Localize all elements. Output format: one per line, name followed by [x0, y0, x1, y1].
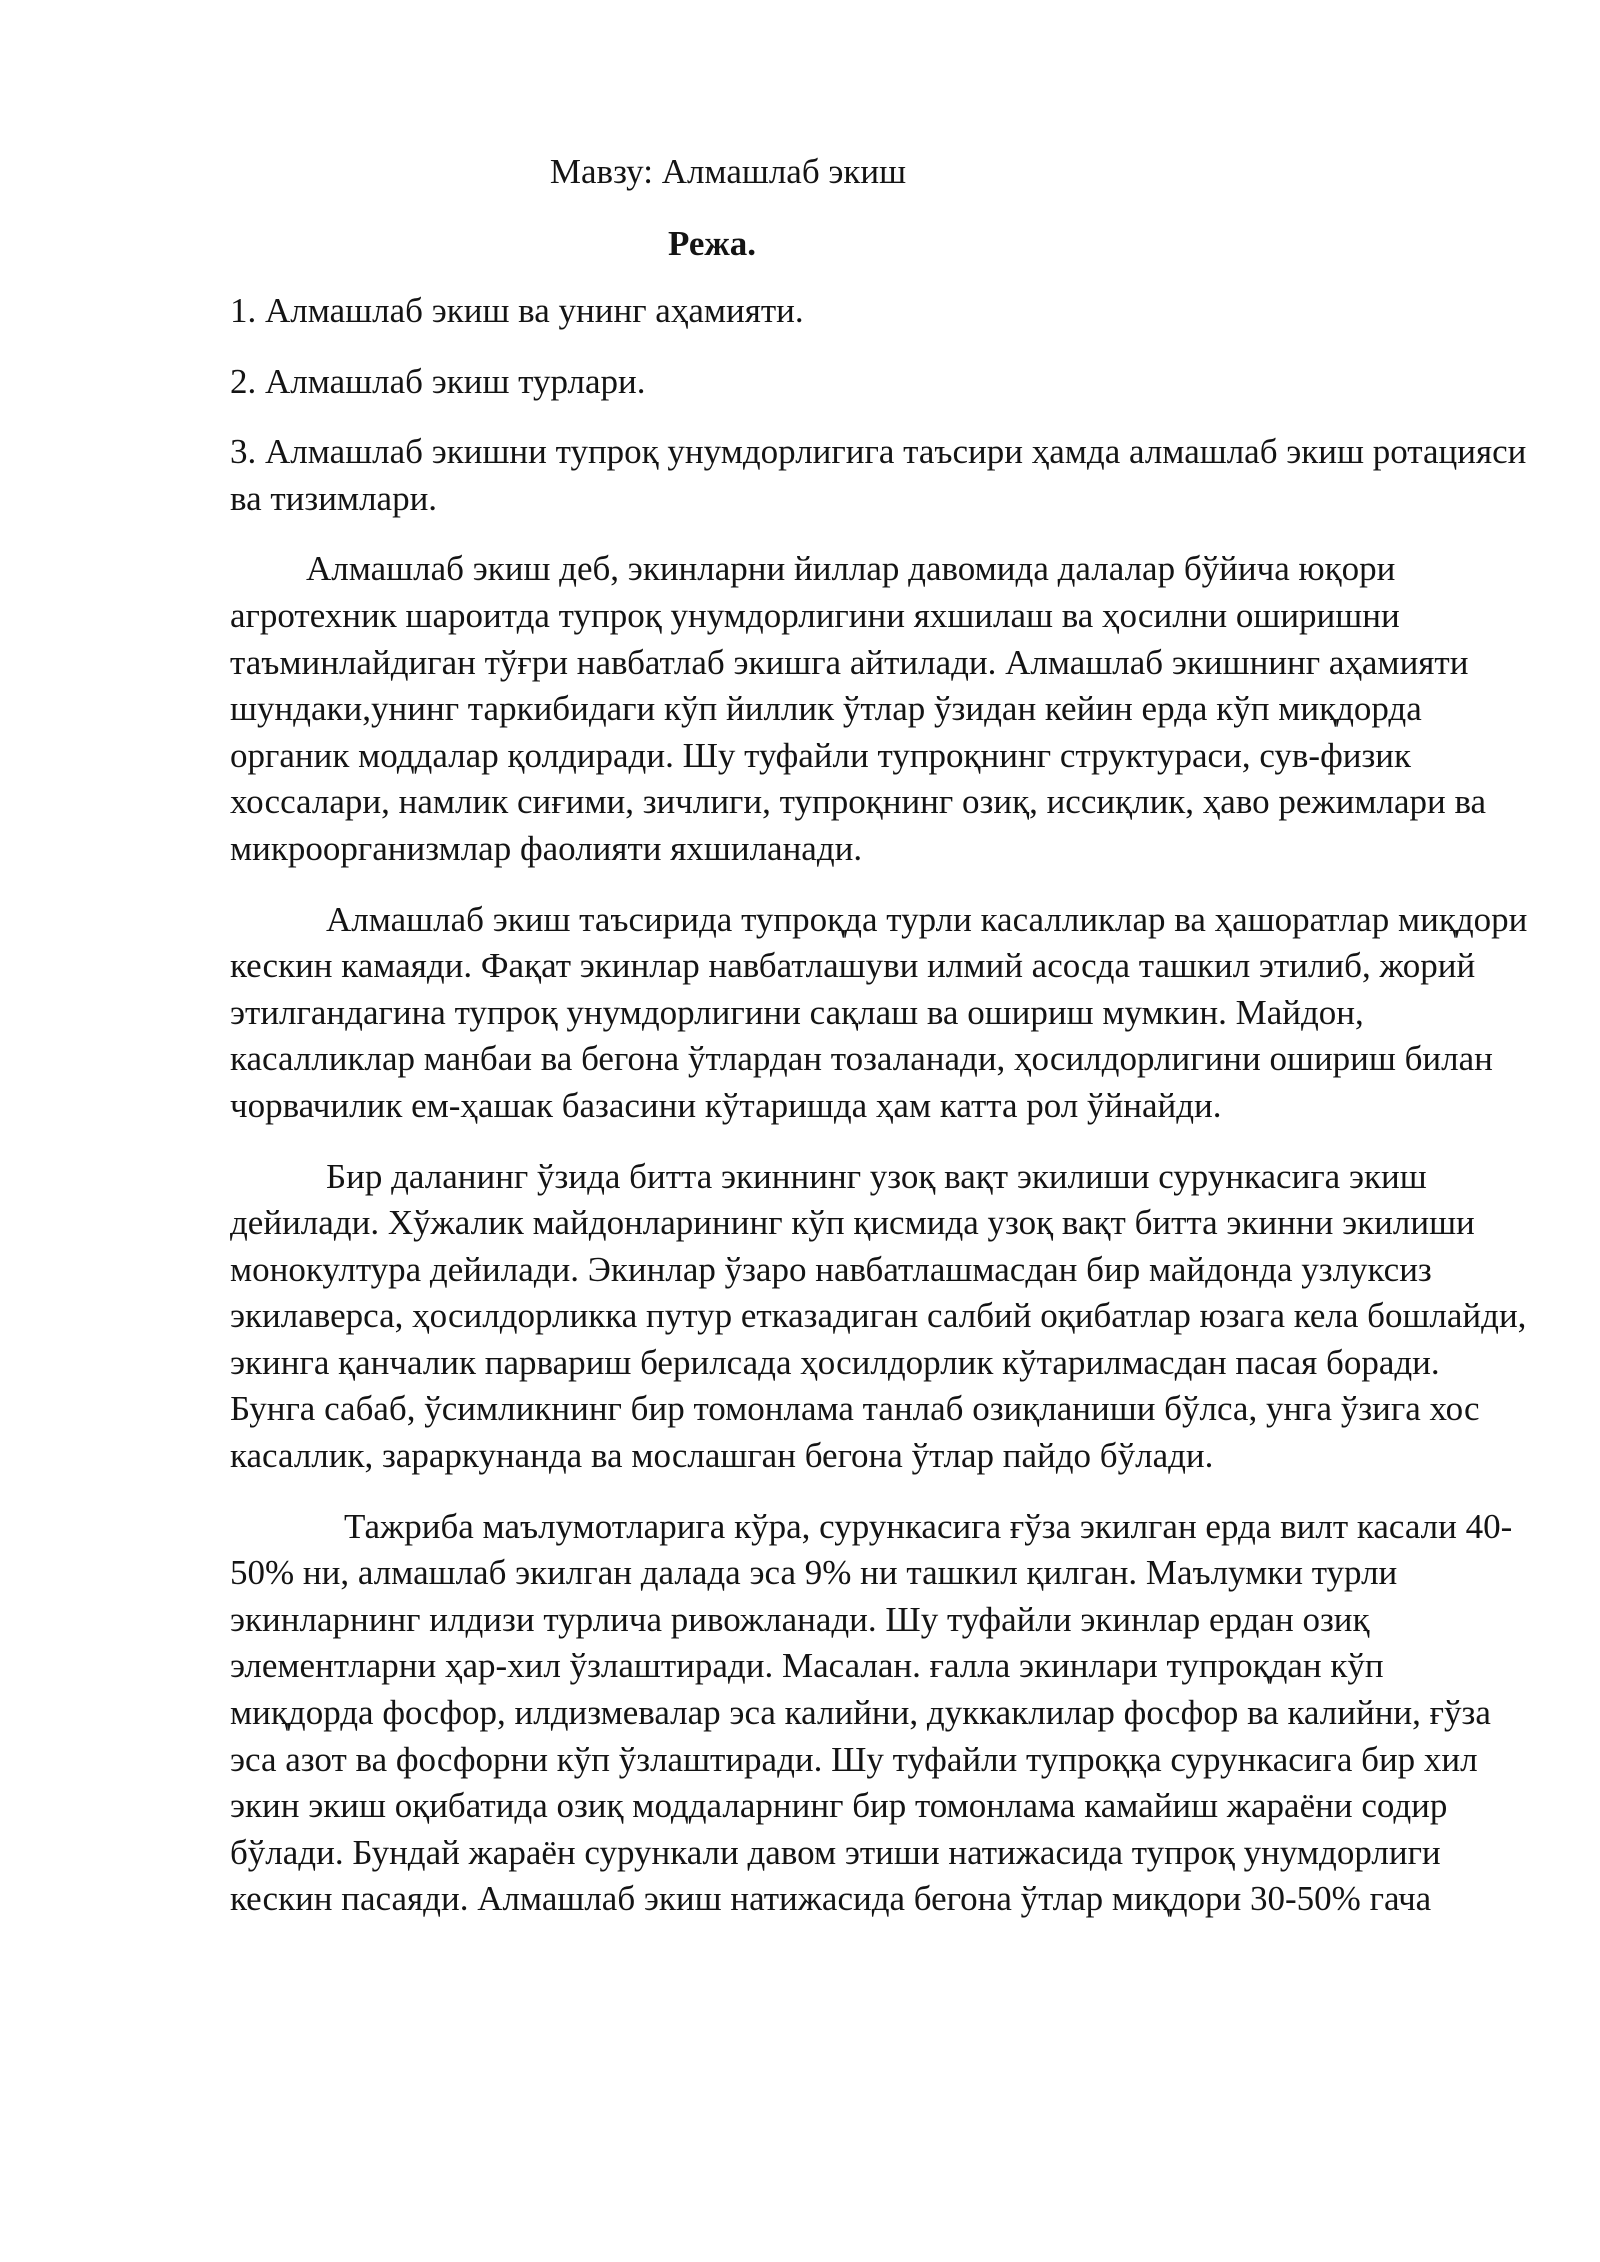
body-paragraph: Тажриба маълумотларига кўра, сурункасига ғўза экилган ерда вилт касали 40-50% ни, алмашлаб экилган далада эса 9% ни ташкил қилган. Маълумки турли экинларнинг илдизи турлича ривожланади. Шу туфайли экинлар ердан озиқ элементларни ҳар-хил ўзлаштиради. Масалан. ғалла экинлари тупроқдан кўп миқдорда фосфор, илдизмевалар эса калийни, дуккаклилар фосфор ва калийни, ғўза эса азот ва фосфорни кўп ўзлаштиради. Шу туфайли тупроққа сурункасига бир хил экин экиш оқибатида озиқ моддаларнинг бир томонлама камайиш жараёни содир бўлади. Бундай жараён сурункали давом этиши натижасида тупроқ унумдорлиги кескин пасаяди. Алмашлаб экиш натижасида бегона ўтлар миқдори 30-50% гача — [230, 1506, 1513, 1919]
plan-item: 2. Алмашлаб экиш турлари. — [230, 361, 646, 401]
document-body — [230, 288, 1530, 1947]
body-paragraph: Алмашлаб экиш таъсирида тупроқда турли касалликлар ва ҳашоратлар миқдори кескин камаяди. Фақат экинлар навбатлашуви илмий асосда ташкил этилиб, жорий этилгандагина тупроқ унумдорлигини сақлаш ва ошириш мумкин. Майдон, касалликлар манбаи ва бегона ўтлардан тозаланади, ҳосилдорлигини ошириш билан чорвачилик ем-ҳашак базасини кўтаришда ҳам катта рол ўйнайди. — [230, 899, 1528, 1125]
plan-heading: Режа. — [667, 224, 757, 263]
plan-item: 3. Алмашлаб экишни тупроқ унумдорлигига таъсири ҳамда алмашлаб экиш ротацияси ва тизимлари. — [230, 432, 1527, 518]
plan-item: 1. Алмашлаб экиш ва унинг аҳамияти. — [230, 291, 804, 330]
body-paragraph: Алмашлаб экиш деб, экинларни йиллар давомида далалар бўйича юқори агротехник шароитда тупроқ унумдорлигини яхшилаш ва ҳосилни оширишни таъминлайдиган тўғри навбатлаб экишга айтилади. Алмашлаб экишнинг аҳамияти шундаки,унинг таркибидаги кўп йиллик ўтлар ўзидан кейин ерда кўп миқдорда органик моддалар қолдиради. Шу туфайли тупроқнинг структураси, сув-физик хоссалари, намлик сиғими, зичлиги, тупроқнинг озиқ, иссиқлик, ҳаво режимлари ва микроорганизмлар фаолияти яхшиланади. — [230, 549, 1487, 868]
body-paragraph: Бир даланинг ўзида битта экиннинг узоқ вақт экилиши сурункасига экиш дейилади. Хўжалик майдонларининг кўп қисмида узоқ вақт битта экинни экилиши монокултура дейилади. Экинлар ўзаро навбатлашмасдан бир майдонда узлуксиз экилаверса, ҳосилдорликка путур етказадиган салбий оқибатлар юзага кела бошлайди, экинга қанчалик парвариш берилсада ҳосилдорлик кўтарилмасдан пасая боради. Бунга сабаб, ўсимликнинг бир томонлама танлаб озиқланиши бўлса, унга ўзига хос касаллик, зараркунанда ва мослашган бегона ўтлар пайдо бўлади. — [230, 1156, 1527, 1476]
document-topic: Мавзу: Алмашлаб экиш — [549, 152, 907, 191]
plan-list — [230, 288, 1530, 522]
